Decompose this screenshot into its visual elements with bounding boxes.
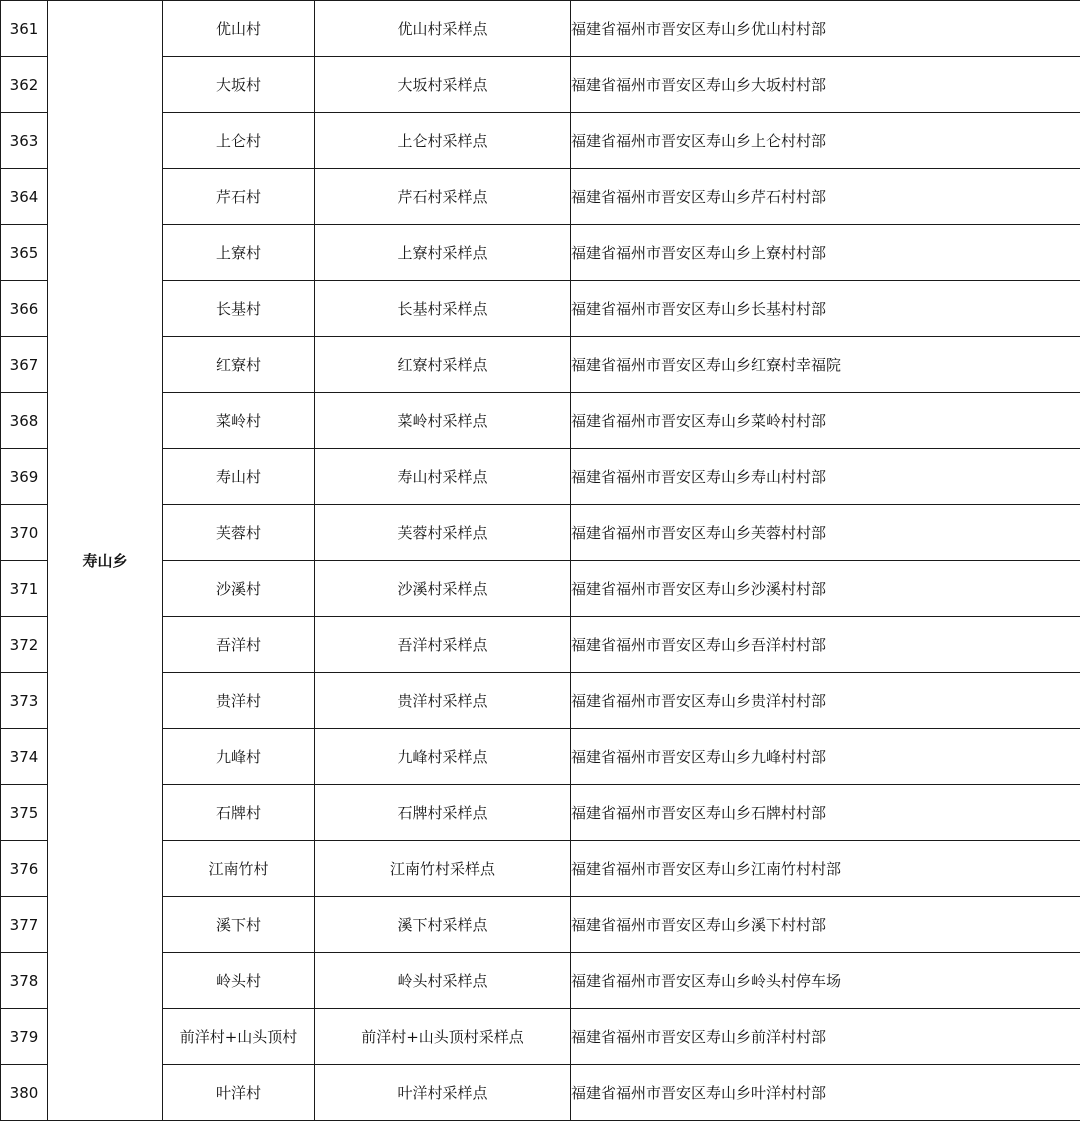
- sampling-point-cell: 叶洋村采样点: [315, 1065, 571, 1121]
- village-cell: 长基村: [163, 281, 315, 337]
- address-cell: 福建省福州市晋安区寿山乡芹石村村部: [571, 169, 1080, 225]
- table-row: [1, 1065, 1080, 1121]
- row-number-cell: 369: [1, 449, 48, 505]
- sampling-point-cell: 溪下村采样点: [315, 897, 571, 953]
- row-number-cell: 361: [1, 1, 48, 57]
- row-number-cell: 376: [1, 841, 48, 897]
- row-number-cell: 379: [1, 1009, 48, 1065]
- table-row: [1, 897, 1080, 953]
- village-cell: 岭头村: [163, 953, 315, 1009]
- address-cell: 福建省福州市晋安区寿山乡长基村村部: [571, 281, 1080, 337]
- address-cell: 福建省福州市晋安区寿山乡江南竹村村部: [571, 841, 1080, 897]
- row-number-cell: 374: [1, 729, 48, 785]
- row-number-cell: 364: [1, 169, 48, 225]
- village-cell: 大坂村: [163, 57, 315, 113]
- row-number-cell: 378: [1, 953, 48, 1009]
- sampling-point-cell: 岭头村采样点: [315, 953, 571, 1009]
- row-number-cell: 371: [1, 561, 48, 617]
- address-cell: 福建省福州市晋安区寿山乡寿山村村部: [571, 449, 1080, 505]
- table-row: [1, 281, 1080, 337]
- sampling-point-cell: 菜岭村采样点: [315, 393, 571, 449]
- table-row: [1, 785, 1080, 841]
- village-cell: 上仑村: [163, 113, 315, 169]
- address-cell: 福建省福州市晋安区寿山乡红寮村幸福院: [571, 337, 1080, 393]
- sampling-point-cell: 石牌村采样点: [315, 785, 571, 841]
- table-row: [1, 393, 1080, 449]
- row-number-cell: 363: [1, 113, 48, 169]
- sampling-point-cell: 江南竹村采样点: [315, 841, 571, 897]
- village-cell: 寿山村: [163, 449, 315, 505]
- row-number-cell: 370: [1, 505, 48, 561]
- table-row: [1, 953, 1080, 1009]
- address-cell: 福建省福州市晋安区寿山乡叶洋村村部: [571, 1065, 1080, 1121]
- table-row: [1, 617, 1080, 673]
- village-cell: 吾洋村: [163, 617, 315, 673]
- address-cell: 福建省福州市晋安区寿山乡贵洋村村部: [571, 673, 1080, 729]
- address-cell: 福建省福州市晋安区寿山乡上寮村村部: [571, 225, 1080, 281]
- address-cell: 福建省福州市晋安区寿山乡菜岭村村部: [571, 393, 1080, 449]
- row-number-cell: 375: [1, 785, 48, 841]
- table-row: [1, 841, 1080, 897]
- sampling-point-cell: 上仑村采样点: [315, 113, 571, 169]
- sampling-point-cell: 前洋村+山头顶村采样点: [315, 1009, 571, 1065]
- village-cell: 叶洋村: [163, 1065, 315, 1121]
- table-row: [1, 1009, 1080, 1065]
- sampling-point-cell: 贵洋村采样点: [315, 673, 571, 729]
- table-row: [1, 113, 1080, 169]
- table-row: [1, 169, 1080, 225]
- table-row: [1, 673, 1080, 729]
- table-row: [1, 1, 1080, 57]
- row-number-cell: 377: [1, 897, 48, 953]
- table-row: [1, 561, 1080, 617]
- table-row: [1, 729, 1080, 785]
- address-cell: 福建省福州市晋安区寿山乡九峰村村部: [571, 729, 1080, 785]
- village-cell: 前洋村+山头顶村: [163, 1009, 315, 1065]
- table-row: [1, 337, 1080, 393]
- sampling-point-cell: 长基村采样点: [315, 281, 571, 337]
- township-cell: 寿山乡: [48, 1, 163, 1121]
- address-cell: 福建省福州市晋安区寿山乡沙溪村村部: [571, 561, 1080, 617]
- village-cell: 石牌村: [163, 785, 315, 841]
- address-cell: 福建省福州市晋安区寿山乡溪下村村部: [571, 897, 1080, 953]
- address-cell: 福建省福州市晋安区寿山乡优山村村部: [571, 1, 1080, 57]
- row-number-cell: 380: [1, 1065, 48, 1121]
- table-body: [1, 1, 1080, 1121]
- address-cell: 福建省福州市晋安区寿山乡芙蓉村村部: [571, 505, 1080, 561]
- row-number-cell: 366: [1, 281, 48, 337]
- address-cell: 福建省福州市晋安区寿山乡大坂村村部: [571, 57, 1080, 113]
- address-cell: 福建省福州市晋安区寿山乡上仑村村部: [571, 113, 1080, 169]
- address-cell: 福建省福州市晋安区寿山乡吾洋村村部: [571, 617, 1080, 673]
- village-cell: 红寮村: [163, 337, 315, 393]
- village-cell: 上寮村: [163, 225, 315, 281]
- table-row: [1, 449, 1080, 505]
- table-row: [1, 57, 1080, 113]
- sampling-point-cell: 芹石村采样点: [315, 169, 571, 225]
- row-number-cell: 365: [1, 225, 48, 281]
- sampling-point-cell: 寿山村采样点: [315, 449, 571, 505]
- row-number-cell: 362: [1, 57, 48, 113]
- row-number-cell: 373: [1, 673, 48, 729]
- village-cell: 贵洋村: [163, 673, 315, 729]
- table-row: [1, 505, 1080, 561]
- address-cell: 福建省福州市晋安区寿山乡前洋村村部: [571, 1009, 1080, 1065]
- sampling-point-cell: 大坂村采样点: [315, 57, 571, 113]
- sampling-point-cell: 上寮村采样点: [315, 225, 571, 281]
- village-cell: 芹石村: [163, 169, 315, 225]
- row-number-cell: 372: [1, 617, 48, 673]
- address-cell: 福建省福州市晋安区寿山乡石牌村村部: [571, 785, 1080, 841]
- sampling-point-cell: 九峰村采样点: [315, 729, 571, 785]
- village-cell: 溪下村: [163, 897, 315, 953]
- village-cell: 江南竹村: [163, 841, 315, 897]
- sampling-point-cell: 吾洋村采样点: [315, 617, 571, 673]
- sampling-point-cell: 芙蓉村采样点: [315, 505, 571, 561]
- row-number-cell: 368: [1, 393, 48, 449]
- address-cell: 福建省福州市晋安区寿山乡岭头村停车场: [571, 953, 1080, 1009]
- sampling-point-cell: 沙溪村采样点: [315, 561, 571, 617]
- sampling-point-cell: 红寮村采样点: [315, 337, 571, 393]
- table-row: [1, 225, 1080, 281]
- village-cell: 优山村: [163, 1, 315, 57]
- village-cell: 沙溪村: [163, 561, 315, 617]
- village-cell: 九峰村: [163, 729, 315, 785]
- village-cell: 菜岭村: [163, 393, 315, 449]
- row-number-cell: 367: [1, 337, 48, 393]
- village-cell: 芙蓉村: [163, 505, 315, 561]
- sampling-point-cell: 优山村采样点: [315, 1, 571, 57]
